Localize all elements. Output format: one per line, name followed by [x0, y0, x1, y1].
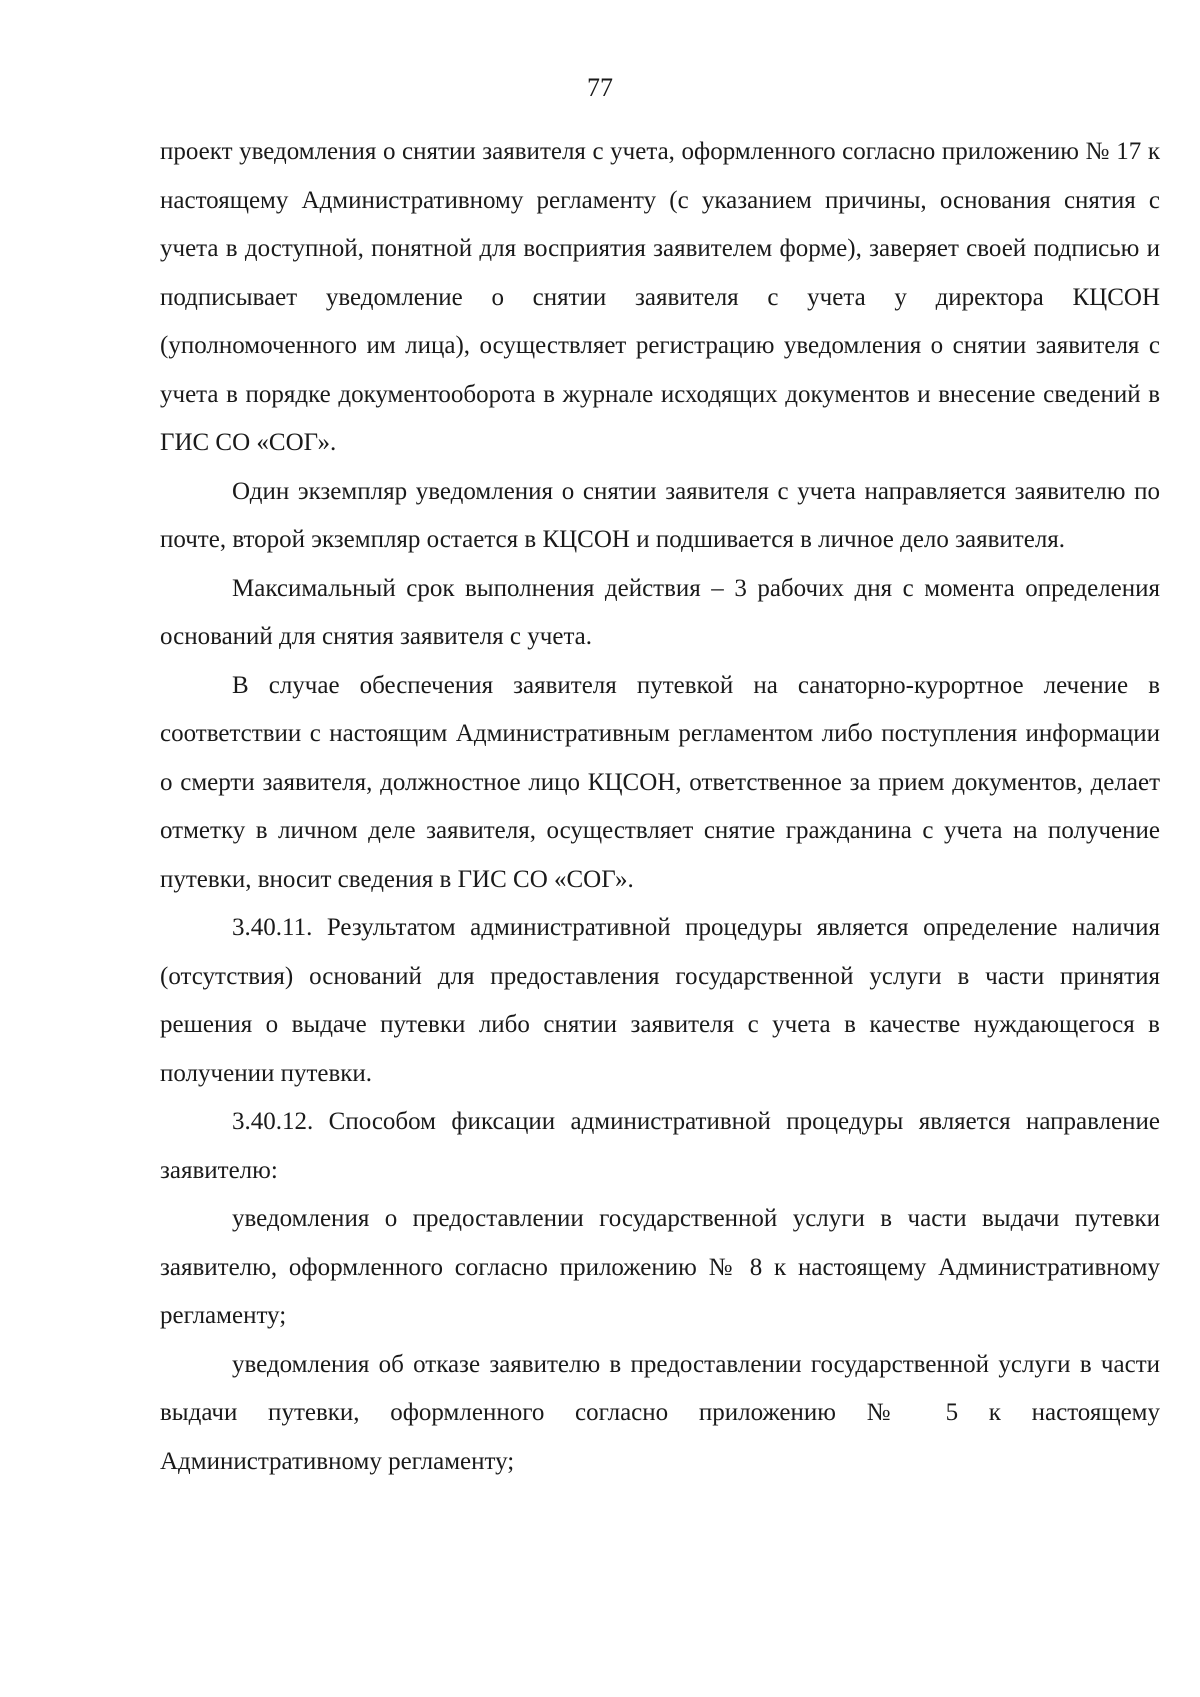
paragraph-notice-granted: уведомления о предоставлении государственной услуги в части выдачи путевки заявителю, оформленного согласно приложению № 8 к настоящему Административному регламенту; — [160, 1205, 1160, 1329]
page-number: 77 — [587, 73, 613, 102]
paragraph-notice-refusal: уведомления об отказе заявителю в предоставлении государственной услуги в части выдачи путевки, оформленного согласно приложению № 5 к настоящему Административному регламенту; — [160, 1350, 1160, 1475]
paragraph-3-40-12: 3.40.12. Способом фиксации административной процедуры является направление заявителю: — [160, 1108, 1160, 1184]
paragraph-max-time: Максимальный срок выполнения действия – 3 рабочих дня с момента определения оснований для снятия заявителя с учета. — [160, 574, 1160, 650]
paragraph-case-voucher: В случае обеспечения заявителя путевкой на санаторно-курортное лечение в соответствии с настоящим Административным регламентом либо поступления информации о смерти заявителя, должностное лицо КЦСОН, ответственное за прием документов, делает отметку в личном деле заявителя, осуществляет снятие гражданина с учета на получение путевки, вносит сведения в ГИС СО «СОГ». — [160, 671, 1160, 893]
paragraph-continuation: проект уведомления о снятии заявителя с учета, оформленного согласно приложению № 17 к настоящему Административному регламенту (с указанием причины, основания снятия с учета в доступной, понятной для восприятия заявителем форме), заверяет своей подписью и подписывает уведомление о снятии заявителя с учета у директора КЦСОН (уполномоченного им лица), осуществляет регистрацию уведомления о снятии заявителя с учета в порядке документооборота в журнале исходящих документов и внесение сведений в ГИС СО «СОГ». — [160, 138, 1160, 456]
document-body — [160, 128, 1160, 1486]
paragraph-3-40-11: 3.40.11. Результатом административной процедуры является определение наличия (отсутствия) оснований для предоставления государственной услуги в части принятия решения о выдаче путевки либо снятии заявителя с учета в качестве нуждающегося в получении путевки. — [160, 914, 1160, 1087]
paragraph-copy-sent: Один экземпляр уведомления о снятии заявителя с учета направляется заявителю по почте, второй экземпляр остается в КЦСОН и подшивается в личное дело заявителя. — [160, 477, 1160, 553]
